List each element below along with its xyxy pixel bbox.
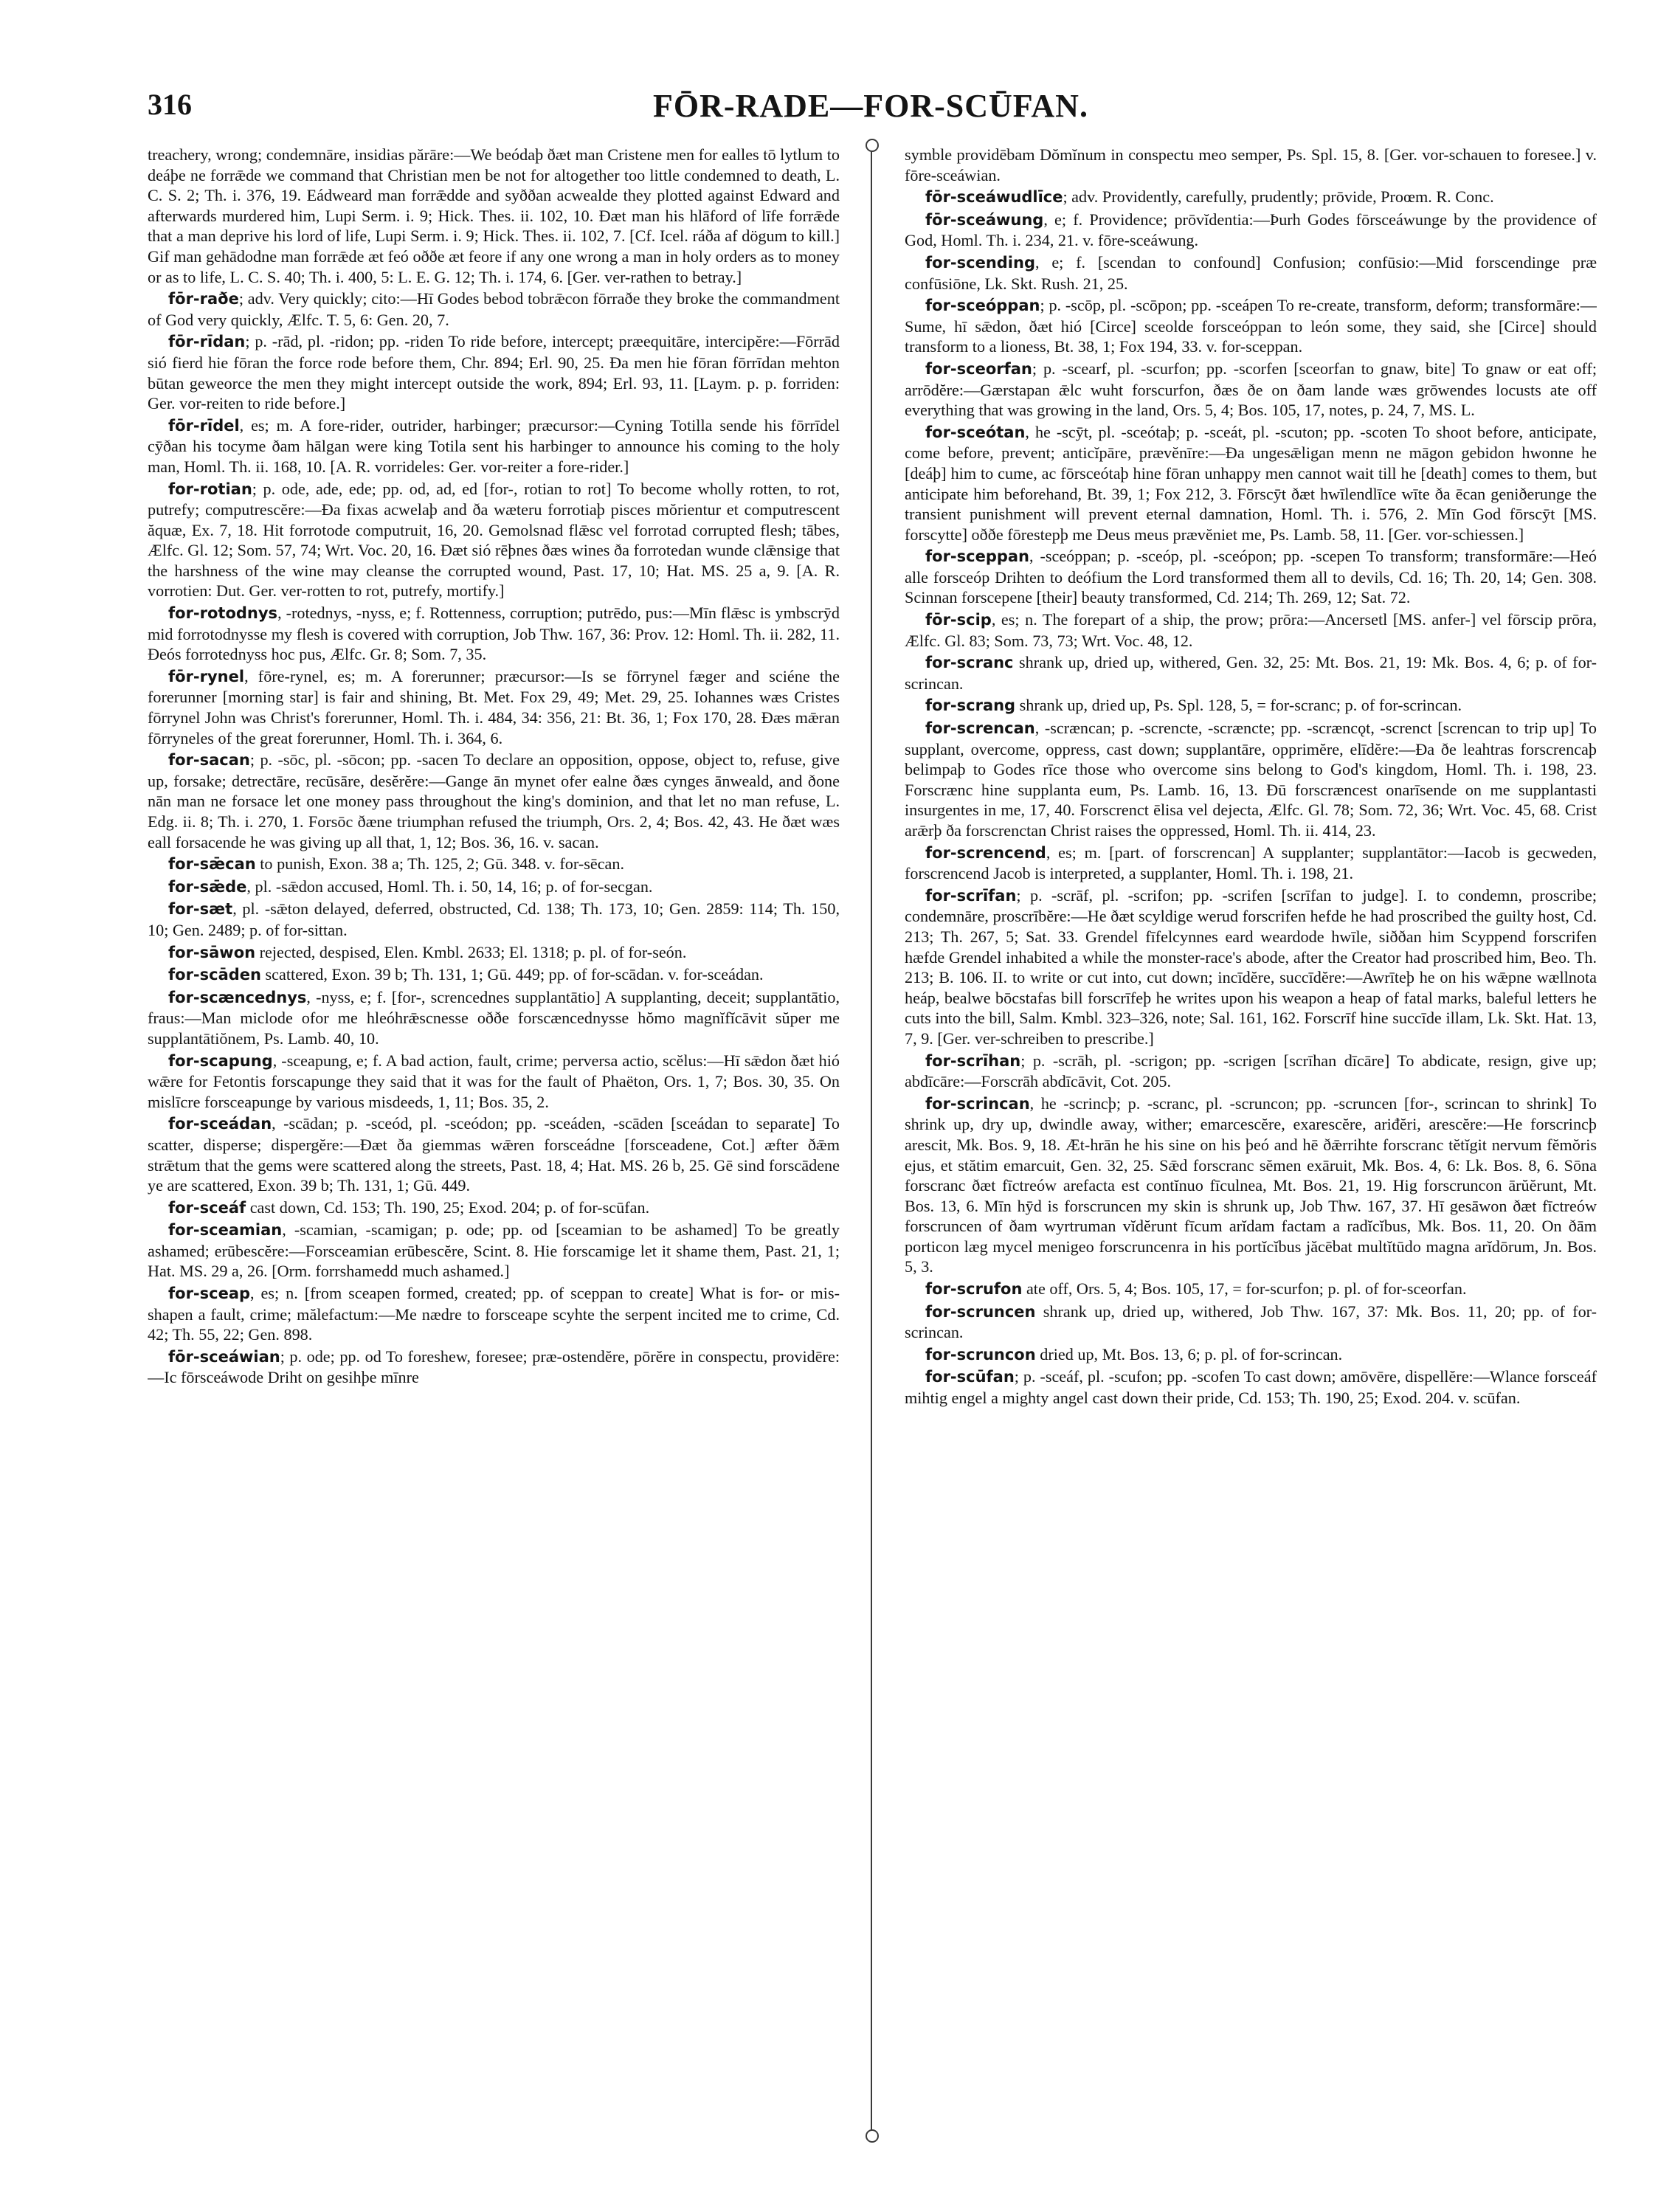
entry-headword: for-rotodnys xyxy=(168,604,278,623)
entry-headword: fōr-raðe xyxy=(168,290,239,308)
entry-definition: ate off, Ors. 5, 4; Bos. 105, 17, = for-scurfon; p. pl. of for-sceorfan. xyxy=(1022,1279,1467,1299)
entry-headword: fōr-sceáwian xyxy=(168,1347,280,1366)
entry-headword: fōr-sceáwung xyxy=(925,210,1044,229)
entry-headword: fōr-sceáwudlīce xyxy=(925,188,1063,207)
dictionary-entry xyxy=(905,359,1597,421)
divider-top-ornament-icon xyxy=(866,139,879,152)
dictionary-entry xyxy=(905,210,1597,251)
entry-definition: , -nyss, e; f. [for-, screncednes supplantātio] A supplanting, deceit; supplantātio, fraus:—Man miclode ofor me hleóhrǣscnesse oððe forscæncednysse hŏmo magnĭfĭcāvit sŭper me supplantātiŏnem, Ps. Lamb. 40, 10. xyxy=(148,987,840,1048)
entry-headword: for-scending xyxy=(925,253,1035,272)
dictionary-entry xyxy=(905,1366,1597,1408)
entry-definition: ; adv. Providently, carefully, prudently; prōvide, Proœm. R. Conc. xyxy=(1063,187,1494,207)
dictionary-entry xyxy=(148,1220,840,1282)
entry-definition: ; p. ode, ade, ede; pp. od, ad, ed [for-, rotian to rot] To become wholly rotten, to rot, putrefy; computrescĕre:—Ða fixas acwelaþ and ða wæteru forrotiaþ pisces mŏrientur et computrescent ăquæ, Ex. 7, 18. Hit forrotode computruit, 16, 20. Gemolsnad flǣsc vel forrotad corrupted flesh; tābes, Ælfc. Gl. 12; Som. 57, 74; Wrt. Voc. 20, 16. Ðæt sió rēþnes ðæs wines ða forrotedan wunde clǣnsige that the harshness of the wine may cleanse the corrupted wound, Past. 17, 10; Hat. MS. 25 a, 9. [A. R. vorrotien: Dut. Ger. ver-rotten to rot, putrefy, mortify.] xyxy=(148,479,840,601)
entry-definition: dried up, Mt. Bos. 13, 6; p. pl. of for-scrincan. xyxy=(1035,1344,1343,1364)
dictionary-entry xyxy=(905,885,1597,1049)
dictionary-entry xyxy=(148,964,840,986)
divider-bottom-ornament-icon xyxy=(866,2129,879,2143)
entry-definition: shrank up, dried up, withered, Job Thw. 167, 37: Mk. Bos. 11, 20; pp. of for-scrincan. xyxy=(905,1302,1597,1342)
entry-headword: for-sceáf xyxy=(168,1198,246,1217)
dictionary-entry xyxy=(905,1279,1597,1300)
entry-definition: shrank up, dried up, Ps. Spl. 128, 5, = for-scranc; p. of for-scrincan. xyxy=(1015,696,1462,715)
entry-headword: for-scrang xyxy=(925,697,1016,715)
entry-headword: for-sceppan xyxy=(925,547,1030,566)
entry-definition: , -sceóppan; p. -sceóp, pl. -sceópon; pp. -scepen To transform; transformāre:—Heó alle forsceóp Drihten to deófium the Lord transformed them all to devils, Cd. 16; Th. 20, 14; Gen. 308. Scinnan forscepene [their] beauty transformed, Cd. 214; Th. 269, 12; Sat. 72. xyxy=(905,547,1597,607)
dictionary-entry xyxy=(905,1093,1597,1277)
dictionary-entry xyxy=(905,1344,1597,1366)
dictionary-entry xyxy=(905,187,1597,208)
left-column xyxy=(148,145,840,2151)
dictionary-entry xyxy=(148,479,840,602)
entry-headword: for-scapung xyxy=(168,1051,273,1070)
entry-headword: for-scruncen xyxy=(925,1302,1036,1321)
dictionary-entry xyxy=(148,942,840,964)
entry-headword: for-sceóppan xyxy=(925,297,1040,315)
entry-headword: for-sæt xyxy=(168,900,233,919)
entry-definition: ; p. ode; pp. od To foreshew, foresee; præ-ostendĕre, pōrĕre in conspectu, providēre:—Ic fōrsceáwode Driht on gesihþe mīnre xyxy=(148,1347,840,1387)
entry-headword: for-scūfan xyxy=(925,1368,1015,1386)
dictionary-entry xyxy=(148,288,840,330)
entry-definition: , es; n. [from sceapen formed, created; pp. of sceppan to create] What is for- or mis-shapen a fault, crime; mălefactum:—Me nædre to forsceape scyhte the serpent incited me to crime, Cd. 42; Th. 55, 22; Gen. 898. xyxy=(148,1284,840,1344)
entry-definition: rejected, despised, Elen. Kmbl. 2633; El. 1318; p. pl. of for-seón. xyxy=(255,942,687,961)
entry-definition: , pl. -sǣdon accused, Homl. Th. i. 50, 14, 16; p. of for-secgan. xyxy=(246,877,653,896)
page-header xyxy=(148,87,1594,131)
dictionary-entry xyxy=(148,415,840,477)
entry-headword: for-sceádan xyxy=(168,1115,272,1133)
entry-definition: , e; f. [scendan to confound] Confusion; confūsio:—Mid forscendinge præ confūsiōne, Lk. Skt. Rush. 21, 25. xyxy=(905,252,1597,293)
entry-definition: to punish, Exon. 38 a; Th. 125, 2; Gū. 348. v. for-sēcan. xyxy=(255,854,625,874)
entry-definition: , -scamian, -scamigan; p. ode; pp. od [sceamian to be ashamed] To be greatly ashamed; erūbescĕre:—Forsceamian erūbescĕre, Scint. 8. Hie forscamige let it shame them, Past. 21, 1; Hat. MS. 29 a, 26. [Orm. forrshamedd much ashamed.] xyxy=(148,1220,840,1281)
entry-headword: for-sacan xyxy=(168,751,250,770)
dictionary-entry xyxy=(148,987,840,1049)
dictionary-entry xyxy=(905,609,1597,651)
entry-definition: , fōre-rynel, es; m. A forerunner; præcursor:—Is se fōrrynel fæger and sciéne the forerunner [morning star] is fair and shining, Bt. Met. Fox 29, 49; Met. 29, 25. Iohannes wæs Cristes fōrrynel John was Christ's forerunner, Homl. Th. i. 484, 34: 356, 21: Bt. 36, 1; Fox 170, 28. Ðæs mǣran fōrryneles of the great forerunner, Homl. Th. i. 364, 6. xyxy=(148,666,840,747)
entry-headword: for-sāwon xyxy=(168,943,256,961)
entry-headword: fōr-rīdel xyxy=(168,416,240,435)
dictionary-entry xyxy=(148,145,840,287)
dictionary-entry xyxy=(148,899,840,940)
entry-headword: for-sceamian xyxy=(168,1221,283,1240)
entry-headword: fōr-scip xyxy=(925,611,992,629)
entry-headword: for-scrīhan xyxy=(925,1051,1021,1070)
dictionary-entry xyxy=(148,1197,840,1219)
dictionary-entry xyxy=(148,1051,840,1113)
entry-headword: for-scranc xyxy=(925,654,1014,672)
entry-definition: ; p. -sōc, pl. -sōcon; pp. -sacen To declare an opposition, oppose, object to, refuse, give up, forsake; detrectāre, recūsāre, desĕrĕre:—Gange ān mynet ofer ealne ðæs cynges ānweald, and ðone nān man ne forsace let one money pass throughout the king's dominion, and that let no man refuse, L. Edg. ii. 8; Th. i. 270, 1. Forsōc ðæne triumphan refused the triumph, Ors. 2, 4; Bos. 42, 43. He ðæt wæs eall forsacende he was giving up all that, 1, 12; Bos. 36, 16. v. sacan. xyxy=(148,750,840,851)
entry-definition: ; p. -rād, pl. -ridon; pp. -riden To ride before, intercept; præequitāre, intercipĕre:—Fōrrād sió fierd hie fōran the force rode before them, Chr. 894; Erl. 90, 25. Ða men hie fōran fōrrīdan mehton būtan geweorce the men they might intercept outside the work, 894; Erl. 93, 11. [Laym. p. p. forriden: Ger. vor-reiten to ride before.] xyxy=(148,332,840,413)
entry-definition: shrank up, dried up, withered, Gen. 32, 25: Mt. Bos. 21, 19: Mk. Bos. 4, 6; p. of for-scrincan. xyxy=(905,653,1597,693)
entry-definition: , es; m. A fore-rider, outrider, harbinger; præcursor:—Cyning Totilla sende his fōrrīdel cȳðan his tocyme ðam hālgan were king Totila sent his harbinger to announce his coming to the holy man, Homl. Th. ii. 168, 10. [A. R. vorrideles: Ger. vor-reiter a fore-rider.] xyxy=(148,415,840,476)
entry-definition: ; p. -scrāh, pl. -scrigon; pp. -scrigen [scrīhan dīcāre] To abdicate, resign, give up; abdīcāre:—Forscrāh abdīcāvit, Cot. 205. xyxy=(905,1051,1597,1091)
dictionary-entry xyxy=(148,1113,840,1195)
dictionary-entry xyxy=(905,1302,1597,1343)
entry-headword: for-sceorfan xyxy=(925,359,1032,378)
entry-definition: , pl. -sǣton delayed, deferred, obstructed, Cd. 138; Th. 173, 10; Gen. 2859: 114; Th. 150, 10; Gen. 2489; p. of for-sittan. xyxy=(148,899,840,939)
entry-definition: symble providēbam Dŏmĭnum in conspectu meo semper, Ps. Spl. 15, 8. [Ger. vor-schauen to foresee.] v. fōre-sceáwian. xyxy=(905,145,1597,184)
dictionary-entry xyxy=(905,695,1597,716)
entry-definition: ; p. -sceáf, pl. -scufon; pp. -scofen To cast down; amōvēre, dispellĕre:—Wlance forsceáf mihtig engel a mighty angel cast down their pride, Cd. 153; Th. 190, 25; Exod. 204. v. scūfan. xyxy=(905,1367,1597,1408)
entry-definition: , he -scȳt, pl. -sceótaþ; p. -sceát, pl. -scuton; pp. -scoten To shoot before, anticipate, come before, prevent; anticĭpāre, prævĕnīre:—Ða ungesǣligan menn ne māgon gebidon hwonne he [deáþ] him to cume, ac fōrsceótaþ hine fōran unhappy men cannot wait till he [death] comes to them, but anticipate him beforehand, Bt. 39, 1; Fox 212, 3. Fōrscȳt ðæt hwīlendlīce wīte ða ēcan geniðerunge the transient punishment will prevent eternal damnation, Homl. Th. i. 576, 2. Mīn God fōrscȳt [MS. forscytte] oððe fōrestepþ me Deus meus prævĕniet me, Ps. Lamb. 58, 11. [Ger. vor-schiessen.] xyxy=(905,422,1597,544)
entry-headword: fōr-rīdan xyxy=(168,333,246,351)
right-column xyxy=(905,145,1597,2151)
running-title: FŌR-RADE—FOR-SCŪFAN. xyxy=(653,88,1088,124)
entry-headword: for-scruncon xyxy=(925,1345,1036,1364)
dictionary-entry xyxy=(148,854,840,875)
page-number: 316 xyxy=(148,88,192,121)
entry-definition: , es; m. [part. of forscrencan] A supplanter; supplantātor:—Iacob is gecweden, forscrencend Jacob is interpreted, a supplanter, Homl. Th. i. 198, 21. xyxy=(905,843,1597,883)
dictionary-entry xyxy=(905,843,1597,884)
entry-headword: for-scrufon xyxy=(925,1280,1023,1299)
dictionary-entry xyxy=(905,718,1597,841)
entry-definition: ; p. -scrāf, pl. -scrifon; pp. -scrifen [scrīfan to judge]. I. to condemn, proscribe; condemnāre, proscrībĕre:—He ðæt scyldige werud forscrifen hefde he had proscribed the guilty host, Cd. 213; Th. 267, 5; Sat. 33. Grendel fīfelcynnes eard weardode hwīle, siððan him Scyppend forscrifen hæfde Grendel inhabited a while the monster-race's abode, after the Creator had proscribed him, Beo. Th. 213; B. 106. II. to write or cut into, cut down; incīdĕre, succīdĕre:—Awrīteþ he on his wǣpne wællnota heáp, bealwe bōcstafas bill forscrīfeþ he writes upon his weapon a heap of fatal marks, baleful letters he cuts into the bill, Salm. Kmbl. 323–326, note; Sal. 161, 162. Forscrīf hine succīde illam, Lk. Skt. Hat. 13, 7, 9. [Ger. ver-schreiben to prescribe.] xyxy=(905,885,1597,1048)
entry-headword: fōr-rynel xyxy=(168,667,245,685)
entry-definition: ; p. -scearf, pl. -scurfon; pp. -scorfen [sceorfan to gnaw, bite] To gnaw or eat off; arrōdĕre:—Gærstapan ǣlc wuht forscurfon, ðæs ðe on ðam lande wæs grōwendes locusts ate off everything that was growing in the land, Ors. 5, 4; Bos. 105, 17, notes, p. 24, 7, MS. L. xyxy=(905,359,1597,420)
entry-definition: , -scādan; p. -sceód, pl. -sceódon; pp. -sceáden, -scāden [sceádan to separate] To scatter, disperse; dispergĕre:—Ðæt ða giemmas wǣren forsceádne [forsceadene, Cot.] æfter ðǣm strǣtum that the gems were scattered along the streets, Past. 18, 4; Hat. MS. 26 b, 25. Gē sind forscādene ye are scattered, Exon. 39 b; Th. 131, 1; Gū. 449. xyxy=(148,1114,840,1195)
column-divider xyxy=(871,145,872,2137)
entry-definition: scattered, Exon. 39 b; Th. 131, 1; Gū. 449; pp. of for-scādan. v. for-sceádan. xyxy=(260,965,764,984)
dictionary-entry xyxy=(905,422,1597,545)
entry-headword: for-sǣde xyxy=(168,877,247,896)
dictionary-entry xyxy=(148,750,840,852)
entry-definition: , -sceapung, e; f. A bad action, fault, crime; perversa actio, scĕlus:—Hī sǣdon ðæt hió wǣre for Fetontis forscapunge they said that it was for the fault of Phaëton, Ors. 1, 7; Bos. 30, 35. On mislīcre forsceapunge by various misdeeds, 1, 11; Bos. 35, 2. xyxy=(148,1051,840,1111)
entry-headword: for-sceótan xyxy=(925,423,1026,441)
entry-headword: for-scrincan xyxy=(925,1094,1030,1113)
entry-definition: ; adv. Very quickly; cito:—Hī Godes bebod tobrǣcon fōrraðe they broke the commandment of God very quickly, Ælfc. T. 5, 6: Gen. 20, 7. xyxy=(148,289,840,329)
dictionary-entry xyxy=(148,1347,840,1388)
entry-definition: , he -scrincþ; p. -scranc, pl. -scruncon; pp. -scruncen [for-, scrincan to shrink] To shrink up, dry up, dwindle away, wither; emarcescĕre, exarescĕre, ariđĕri, arescĕre:—He forscrincþ arescit, Mk. Bos. 9, 18. Æt-hrān he his sine on his þeó and hē ðǣrrihte forscranc tĕtĭgit nervum fĕmŏris ejus, et stătim emarcuit, Gen. 32, 25. Sǣd forscranc sĕmen exāruit, Mk. Bos. 4, 6: Lk. Bos. 8, 6. Sōna forscranc ðæt fīctreów arefacta est contĭnuo fīculnea, Mt. Bos. 21, 19. Hig forscruncon ārŭĕrunt, Mt. Bos. 13, 6. Mīn hȳd is forscruncen my skin is shrunk up, Job Thw. 167, 37. Hī gesāwon ðæt fīctreów forscruncen of ðam wyrtruman vĭdĕrunt fīcum arĭdam factam a radĭcĭbus, Mk. Bos. 11, 20. On ðām porticon læg mycel menigeo forscruncenra in his portĭcĭbus jăcēbat multĭtūdo magna arĭdōrum, Jn. Bos. 5, 3. xyxy=(905,1093,1597,1276)
dictionary-entry xyxy=(905,145,1597,185)
entry-definition: treachery, wrong; condemnāre, insidias părāre:—We beódaþ ðæt man Cristene men for ealles tō lytlum to deáþe ne forrǣde we command that Christian men be not for altogether too little condemned to death, L. C. S. 2; Th. i. 376, 19. Eádweard man forrǣdde and syððan acwealde they plotted against Edward and afterwards murdered him, Lupi Serm. i. 9; Hick. Thes. ii. 102, 10. Ðæt man his hlāford of līfe forrǣde that a man deprive his lord of life, Lupi Serm. i. 9; Hick. Thes. ii. 102, 7. [Cf. Icel. ráða af dögum to kill.] Gif man gehādodne man forrǣde æt feó oððe æt feore if any one wrong a man in holy orders as to money or as to life, L. C. S. 40; Th. i. 400, 5: L. E. G. 12; Th. i. 174, 6. [Ger. ver-rathen to betray.] xyxy=(148,145,840,286)
dictionary-entry xyxy=(148,666,840,748)
entry-definition: cast down, Cd. 153; Th. 190, 25; Exod. 204; p. of for-scūfan. xyxy=(246,1197,650,1217)
dictionary-entry xyxy=(148,877,840,898)
entry-headword: for-screncend xyxy=(925,843,1046,862)
entry-definition: ; p. -scōp, pl. -scōpon; pp. -sceápen To re-create, transform, deform; transformāre:—Sume, hī sǣdon, ðæt hió [Circe] sceolde forsceóppan to león some, they said, she [Circe] should transform to a lioness, Bt. 38, 1; Fox 194, 33. v. for-sceppan. xyxy=(905,296,1597,356)
entry-headword: for-sǣcan xyxy=(168,855,256,874)
dictionary-entry xyxy=(905,1051,1597,1092)
dictionary-entry xyxy=(148,603,840,665)
entry-headword: for-sceap xyxy=(168,1285,251,1303)
entry-definition: , -rotednys, -nyss, e; f. Rottenness, corruption; putrēdo, pus:—Mīn flǣsc is ymbscrȳd mid forrotodnysse my flesh is covered with corruption, Job Thw. 167, 36: Prov. 12: Homl. Th. ii. 282, 11. Ðeós forrotednyss hoc pus, Ælfc. Gr. 8; Som. 7, 35. xyxy=(148,604,840,664)
entry-headword: for-screncan xyxy=(925,719,1035,738)
entry-definition: , es; n. The forepart of a ship, the prow; prōra:—Ancersetl [MS. anfer-] vel fōrscip prōra, Ælfc. Gl. 83; Som. 73, 73; Wrt. Voc. 48, 12. xyxy=(905,610,1597,650)
entry-definition: , e; f. Providence; prōvĭdentia:—Þurh Godes fōrsceáwunge by the providence of God, Homl. Th. i. 234, 21. v. fōre-sceáwung. xyxy=(905,210,1597,250)
entry-headword: for-scæncednys xyxy=(168,988,307,1006)
dictionary-entry xyxy=(905,295,1597,357)
dictionary-entry xyxy=(905,252,1597,294)
entry-definition: , -scræncan; p. -screncte, -scræncte; pp. -scræncǫt, -screnct [screncan to trip up] To supplant, overcome, oppress, cast down; supplantāre, opprimĕre, elīdĕre:—Ða ðe leahtras forscrencaþ belimpaþ to Godes rīce those who overcome sins belong to God's kingdom, Homl. Th. i. 198, 23. Forscrænc hine supplanta eum, Ps. Lamb. 16, 13. Ðū forscræncest onarīsende on me supplantasti insurgentes in me, 17, 40. Forscrenct ēlisa vel dejecta, Ælfc. Gl. 78; Som. 72, 36; Wrt. Voc. 45, 68. Crist arǣrþ ða forscrenctan Christ raises the oppressed, Homl. Th. ii. 414, 23. xyxy=(905,719,1597,840)
dictionary-entry xyxy=(148,1283,840,1345)
dictionary-entry xyxy=(905,652,1597,694)
entry-headword: for-rotian xyxy=(168,480,252,498)
dictionary-entry xyxy=(148,331,840,413)
entry-headword: for-scāden xyxy=(168,966,261,984)
dictionary-entry xyxy=(905,546,1597,608)
entry-headword: for-scrīfan xyxy=(925,886,1017,905)
